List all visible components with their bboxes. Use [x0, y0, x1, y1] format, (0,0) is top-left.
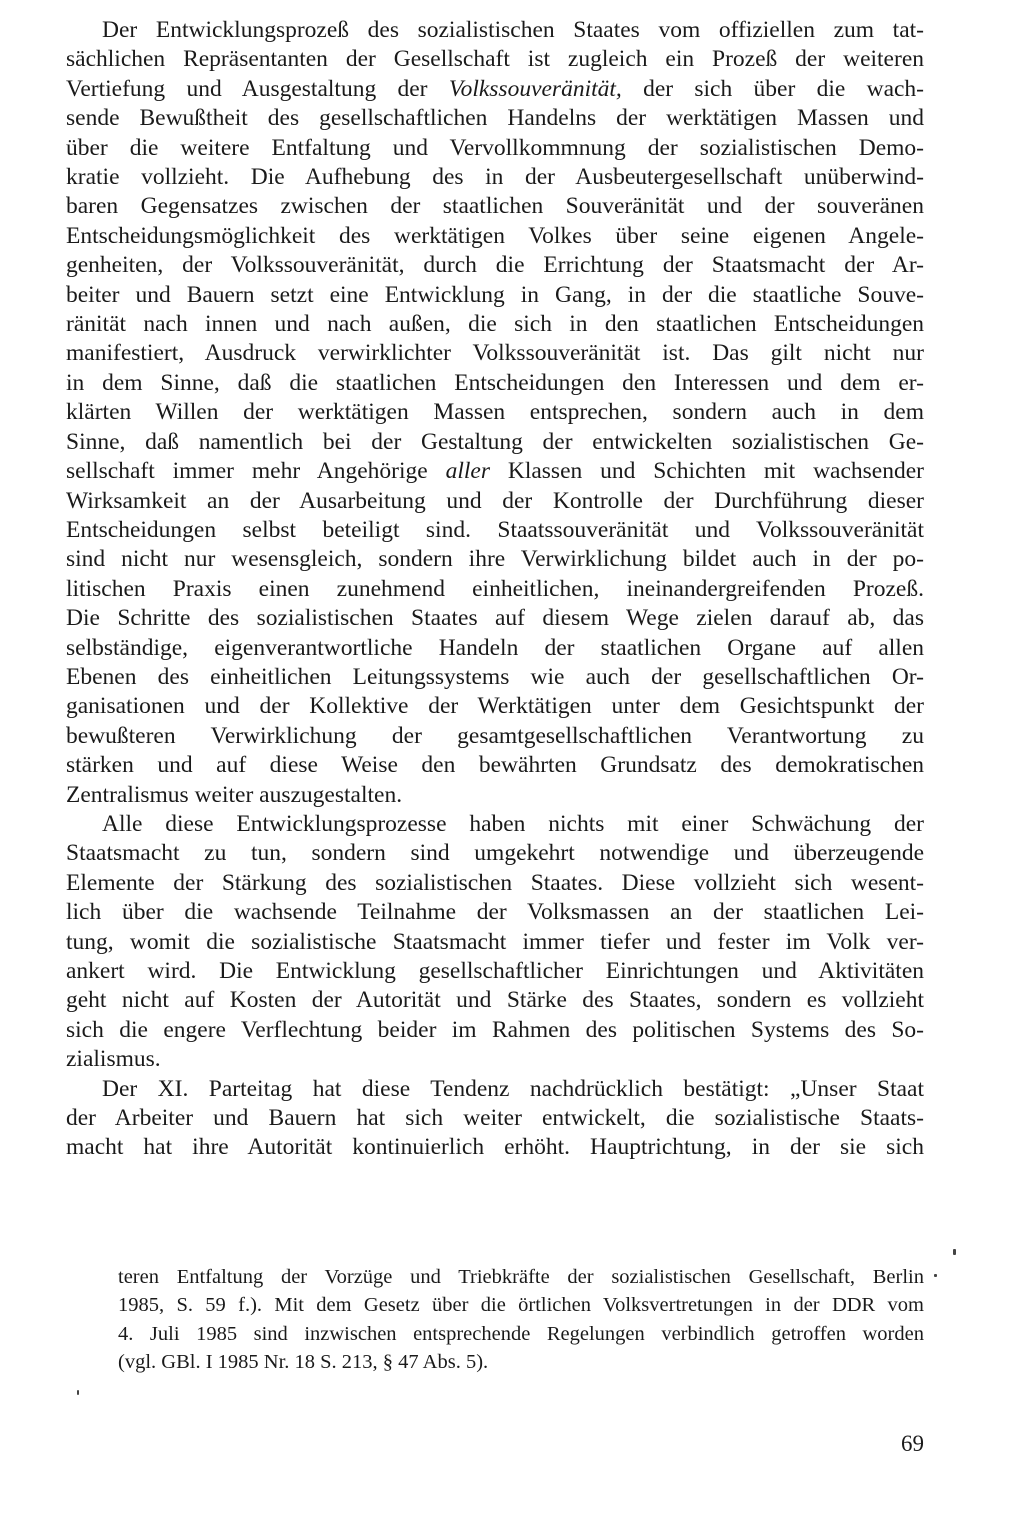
text-line: litischen Praxis einen zunehmend einheitlichen, ineinandergreifenden Prozeß. — [66, 575, 924, 602]
text-line: Der XI. Parteitag hat diese Tendenz nachdrücklich bestätigt: „Unser Staat — [102, 1075, 924, 1102]
text-line: der Arbeiter und Bauern hat sich weiter entwickelt, die sozialistische Staats- — [66, 1105, 924, 1132]
text-line: Alle diese Entwicklungsprozesse haben nichts mit einer Schwächung der — [102, 810, 924, 837]
print-speck — [953, 1249, 956, 1255]
text-line: Die Schritte des sozialistischen Staates auf diesem Wege zielen darauf ab, das — [66, 605, 924, 632]
text-line — [66, 457, 924, 486]
text-line: manifestiert, Ausdruck verwirklichter Volkssouveränität ist. Das gilt nicht nur — [66, 340, 924, 367]
page-number: 69 — [901, 1431, 924, 1456]
text-line: sächlichen Repräsentanten der Gesellschaft ist zugleich ein Prozeß der weiteren — [66, 46, 924, 73]
text-line: kratie vollzieht. Die Aufhebung des in der Ausbeutergesellschaft unüberwind- — [66, 164, 924, 191]
text-line: beiter und Bauern setzt eine Entwicklung in Gang, in der die staatliche Souve- — [66, 281, 924, 308]
footnote-line: 4. Juli 1985 sind inzwischen entsprechende Regelungen verbindlich getroffen worden — [118, 1322, 924, 1345]
text-line: ankert wird. Die Entwicklung gesellschaftlicher Einrichtungen und Aktivitäten — [66, 958, 924, 984]
paragraph-2 — [66, 810, 924, 1075]
print-speck — [77, 1390, 79, 1395]
paragraph-3 — [66, 1075, 924, 1163]
text-line: in dem Sinne, daß die staatlichen Entscheidungen den Interessen und dem er- — [66, 369, 924, 396]
text-line: sind nicht nur wesensgleich, sondern ihre Verwirklichung bildet auch in der po- — [66, 546, 924, 573]
text-line: klärten Willen der werktätigen Massen entsprechen, sondern auch in dem — [66, 399, 924, 426]
text-line: Entscheidungen selbst beteiligt sind. Staatssouveränität und Volkssouveränität — [66, 516, 924, 543]
text-line: lich über die wachsende Teilnahme der Volksmassen an der staatlichen Lei- — [66, 899, 924, 926]
text-line: bewußteren Verwirklichung der gesamtgesellschaftlichen Verantwortung zu — [66, 722, 924, 749]
text-line: baren Gegensatzes zwischen der staatlichen Souveränität und der souveränen — [66, 193, 924, 220]
print-speck — [934, 1274, 937, 1277]
text-line: sende Bewußtheit des gesellschaftlichen Handelns der werktätigen Massen und — [66, 105, 924, 132]
text-line: Elemente der Stärkung des sozialistischen Staates. Diese vollzieht sich wesent- — [66, 869, 924, 896]
footnote-line: 1985, S. 59 f.). Mit dem Gesetz über die örtlichen Volksvertretungen in der DDR vom — [118, 1294, 924, 1317]
footnote — [118, 1263, 924, 1376]
text-line: macht hat ihre Autorität kontinuierlich erhöht. Hauptrichtung, in der sie sich — [66, 1134, 924, 1161]
text-line: ganisationen und der Kollektive der Werktätigen unter dem Gesichtspunkt der — [66, 693, 924, 720]
text-line: geht nicht auf Kosten der Autorität und Stärke des Staates, sondern es vollzieht — [66, 987, 924, 1014]
text-line: ränität nach innen und nach außen, die sich in den staatlichen Entscheidungen — [66, 311, 924, 338]
text-line: Wirksamkeit an der Ausarbeitung und der Kontrolle der Durchführung dieser — [66, 487, 924, 514]
main-text — [66, 16, 924, 1163]
emphasized-term: Volkssouveränität, — [448, 75, 622, 102]
text-fragment: Klassen und Schichten mit wachsender — [489, 458, 924, 485]
text-line: Sinne, daß namentlich bei der Gestaltung der entwickelten sozialistischen Ge- — [66, 428, 924, 455]
text-fragment: Vertiefung und Ausgestaltung der — [66, 75, 449, 102]
text-line: tung, womit die sozialistische Staatsmacht immer tiefer und fester im Volk ver- — [66, 928, 924, 955]
text-line: Ebenen des einheitlichen Leitungssystems wie auch der gesellschaftlichen Or- — [66, 663, 924, 690]
text-line: selbständige, eigenverantwortliche Handeln der staatlichen Organe auf allen — [66, 634, 924, 661]
text-fragment: der sich über die wach- — [621, 75, 925, 102]
footnote-line: (vgl. GBl. I 1985 Nr. 18 S. 213, § 47 Abs. 5). — [118, 1350, 489, 1373]
text-line: über die weitere Entfaltung und Vervollkommnung der sozialistischen Demo- — [66, 134, 924, 161]
footnote-line: teren Entfaltung der Vorzüge und Triebkräfte der sozialistischen Gesellschaft, Berlin — [118, 1266, 924, 1288]
text-line: genheiten, der Volkssouveränität, durch die Errichtung der Staatsmacht der Ar- — [66, 252, 924, 279]
text-line: Zentralismus weiter auszugestalten. — [66, 781, 403, 808]
text-line: Der Entwicklungsprozeß des sozialistischen Staates vom offiziellen zum tat- — [102, 17, 924, 43]
text-fragment: sellschaft immer mehr Angehörige — [66, 458, 446, 485]
text-line: Entscheidungsmöglichkeit des werktätigen Volkes über seine eigenen Angele- — [66, 222, 924, 249]
emphasized-term: aller — [445, 458, 490, 485]
text-line: stärken und auf diese Weise den bewährten Grundsatz des demokratischen — [66, 752, 924, 779]
paragraph-1 — [66, 16, 924, 810]
text-line: sich die engere Verflechtung beider im Rahmen des politischen Systems des So- — [66, 1016, 924, 1043]
text-line: Staatsmacht zu tun, sondern sind umgekehrt notwendige und überzeugende — [66, 840, 924, 867]
text-line: zialismus. — [66, 1046, 161, 1073]
text-line — [66, 75, 924, 104]
